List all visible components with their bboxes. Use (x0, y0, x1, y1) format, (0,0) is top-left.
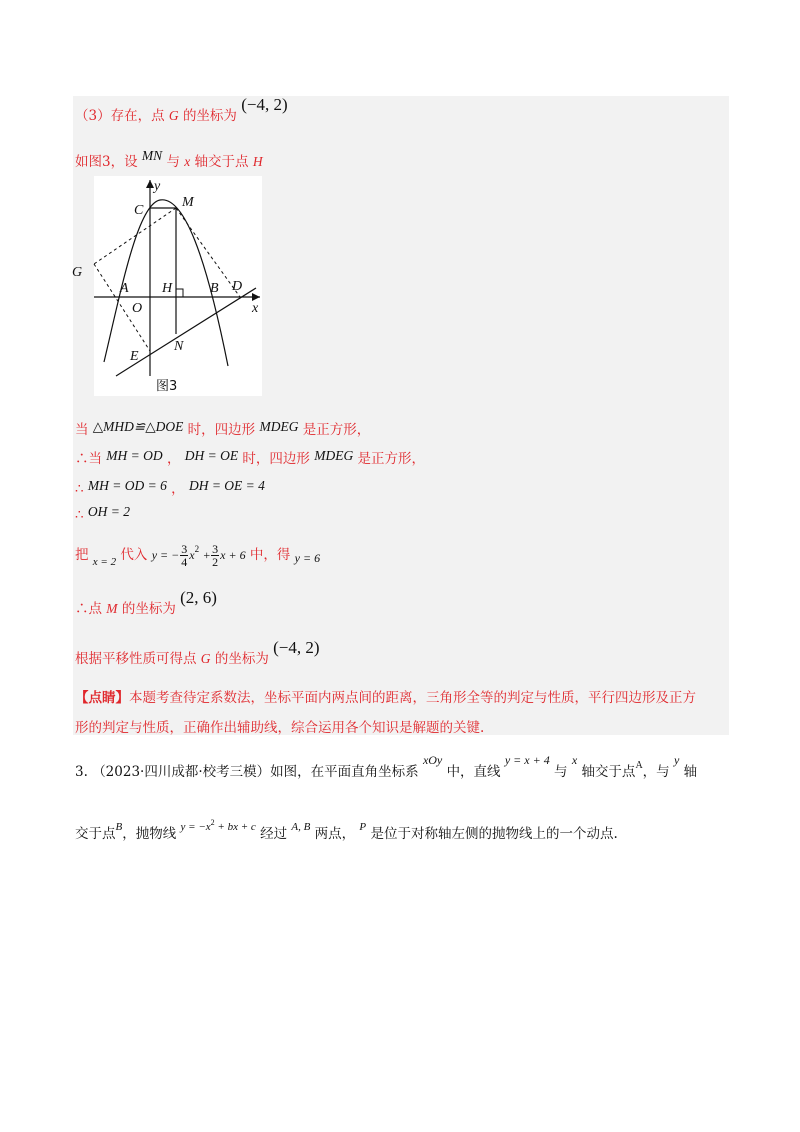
label-c: C (134, 203, 144, 218)
geometry-figure (72, 176, 262, 396)
label-y: y (154, 179, 161, 194)
solution-line-6: ∴ OH = 2 (75, 504, 130, 523)
segment-md (176, 208, 243, 297)
label-m: M (182, 195, 194, 210)
figure-caption: 图3 (156, 379, 178, 394)
label-b: B (210, 281, 219, 296)
fraction-3-2: $\frac{3}{2}$ (212, 542, 219, 569)
right-angle-mark (176, 289, 183, 297)
label-n: N (174, 339, 184, 354)
label-d: D (232, 279, 243, 294)
solution-line-1: （3）存在，点 G 的坐标为 (−4, 2) (75, 95, 288, 124)
label-g: G (72, 265, 83, 280)
solution-line-5: ∴ MH = OD = 6 ， DH = OE = 4 (75, 478, 265, 497)
comment-line-2: 形的判定与性质，正确作出辅助线，综合运用各个知识是解题的关键. (75, 720, 485, 736)
label-e: E (130, 349, 139, 364)
solution-line-4: ∴当 MH = OD ， DH = OE 时，四边形 MDEG 是正方形， (75, 448, 425, 467)
parabola-equation: y = −x2 + bx + c (180, 818, 256, 833)
question-number: 3. (75, 764, 88, 780)
x-axis-arrow (252, 293, 260, 301)
fraction-3-4: $\frac{3}{4}$ (181, 542, 188, 569)
comment-line-1: 【点睛】本题考查待定系数法，坐标平面内两点间的距离，三角形全等的判定与性质，平行四边形及正方 (75, 690, 696, 706)
comment-tag: 【点睛】 (75, 690, 129, 706)
label-a: A (120, 281, 129, 296)
question-line-1: 3. （2023·四川成都·校考三模）如图，在平面直角坐标系 xOy 中，直线 y = x + 4 与 x 轴交于点$^A$，与 y 轴 (75, 753, 698, 780)
figure-svg (72, 176, 262, 396)
question-line-2: 交于点$^B$，抛物线 $^{y = -x^2 + bx + c}$ 经过 $^{A, B}$ 两点， $^P$ 是位于对称轴左侧的抛物线上的一个动点. (75, 818, 618, 842)
label-h: H (162, 281, 173, 296)
solution-line-8: ∴点 M 的坐标为 (2, 6) (75, 588, 217, 617)
y-axis-arrow (146, 180, 154, 188)
question-source: （2023·四川成都·校考三模） (92, 764, 271, 780)
label-o: O (132, 301, 143, 316)
solution-line-9: 根据平移性质可得点 G 的坐标为 (−4, 2) (75, 638, 320, 667)
solution-line-2: 如图3，设 MN 与 x 轴交于点 H (75, 148, 263, 170)
solution-line-3: 当 △MHD≌△DOE 时，四边形 MDEG 是正方形， (75, 419, 371, 438)
solution-line-7: 把 $_{x = 2}$ 代入 y = − $\frac{3}{4}$ $x^2$ + $\frac{3}{2}$ x + 6 中，得 y = 6 (75, 542, 321, 569)
label-x: x (252, 301, 259, 316)
